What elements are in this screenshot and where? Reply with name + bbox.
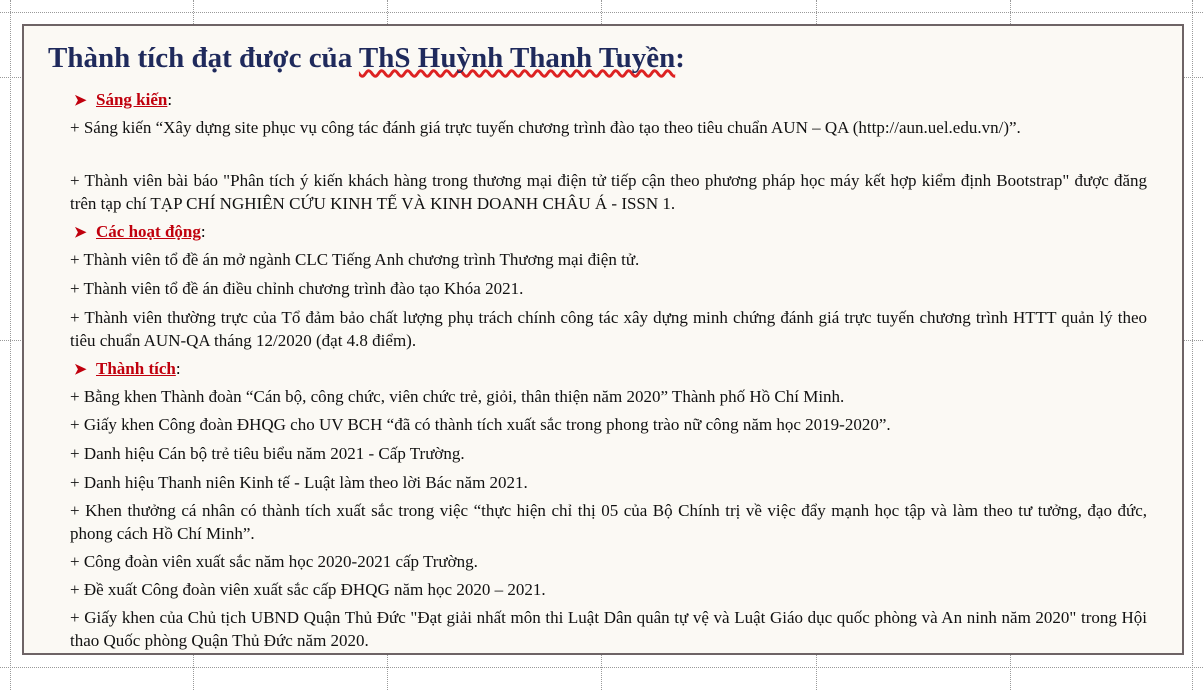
list-item: + Khen thưởng cá nhân có thành tích xuất sắc trong việc “thực hiện chỉ thị 05 của Bộ Chính trị về việc đẩy mạnh học tập và làm theo tư tưởng, đạo đức, phong cách Hồ Chí Minh”. xyxy=(70,501,1147,543)
list-item: + Sáng kiến “Xây dựng site phục vụ công tác đánh giá trực tuyến chương trình đào tạo theo tiêu chuẩn AUN – QA (http://aun.uel.edu.vn/)”. xyxy=(70,118,1021,137)
title-prefix: Thành tích đạt được của xyxy=(48,42,359,74)
section-heading: ➤ Thành tích: xyxy=(74,359,181,378)
slide-title xyxy=(48,42,685,75)
list-item: + Thành viên thường trực của Tổ đảm bảo chất lượng phụ trách chính công tác xây dựng minh chứng đánh giá trực tuyến chương trình HTTT quản lý theo tiêu chuẩn AUN-QA tháng 12/2020 (đạt 4.8 điểm). xyxy=(70,308,1147,350)
section-heading: ➤ Sáng kiến: xyxy=(74,90,173,109)
section-heading: ➤ Các hoạt động: xyxy=(74,222,206,241)
arrowhead-bullet-icon: ➤ xyxy=(74,362,87,378)
list-item: + Thành viên tổ đề án điều chỉnh chương trình đào tạo Khóa 2021. xyxy=(70,279,524,298)
list-item: + Thành viên bài báo "Phân tích ý kiến khách hàng trong thương mại điện tử tiếp cận theo phương pháp học máy kết hợp kiểm định Bootstrap" được đăng trên tạp chí TẠP CHÍ NGHIÊN CỨU KINH TẾ VÀ KINH DOANH CHÂU Á - ISSN 1. xyxy=(70,171,1147,213)
list-item: + Giấy khen của Chủ tịch UBND Quận Thủ Đức "Đạt giải nhất môn thi Luật Dân quân tự vệ và Luật Giáo dục quốc phòng và An ninh năm 2020" trong Hội thao Quốc phòng Quận Thủ Đức năm 2020. xyxy=(70,608,1147,650)
list-item: + Thành viên tổ đề án mở ngành CLC Tiếng Anh chương trình Thương mại điện tử. xyxy=(70,250,640,269)
list-item: + Bằng khen Thành đoàn “Cán bộ, công chức, viên chức trẻ, giỏi, thân thiện năm 2020” Thành phố Hồ Chí Minh. xyxy=(70,387,845,406)
guide-line-vertical xyxy=(1192,0,1193,690)
title-suffix: : xyxy=(675,42,685,74)
list-item: + Danh hiệu Cán bộ trẻ tiêu biểu năm 2021 - Cấp Trường. xyxy=(70,444,465,463)
list-item: + Giấy khen Công đoàn ĐHQG cho UV BCH “đã có thành tích xuất sắc trong phong trào nữ công năm học 2019-2020”. xyxy=(70,415,891,434)
arrowhead-bullet-icon: ➤ xyxy=(74,93,87,109)
list-item: + Danh hiệu Thanh niên Kinh tế - Luật làm theo lời Bác năm 2021. xyxy=(70,473,528,492)
text-box[interactable] xyxy=(22,24,1184,655)
title-name: ThS Huỳnh Thanh Tuyền xyxy=(358,42,676,74)
guide-line-vertical xyxy=(10,0,11,690)
list-item: + Đề xuất Công đoàn viên xuất sắc cấp ĐHQG năm học 2020 – 2021. xyxy=(70,580,546,599)
arrowhead-bullet-icon: ➤ xyxy=(74,225,87,241)
list-item: + Công đoàn viên xuất sắc năm học 2020-2021 cấp Trường. xyxy=(70,552,478,571)
